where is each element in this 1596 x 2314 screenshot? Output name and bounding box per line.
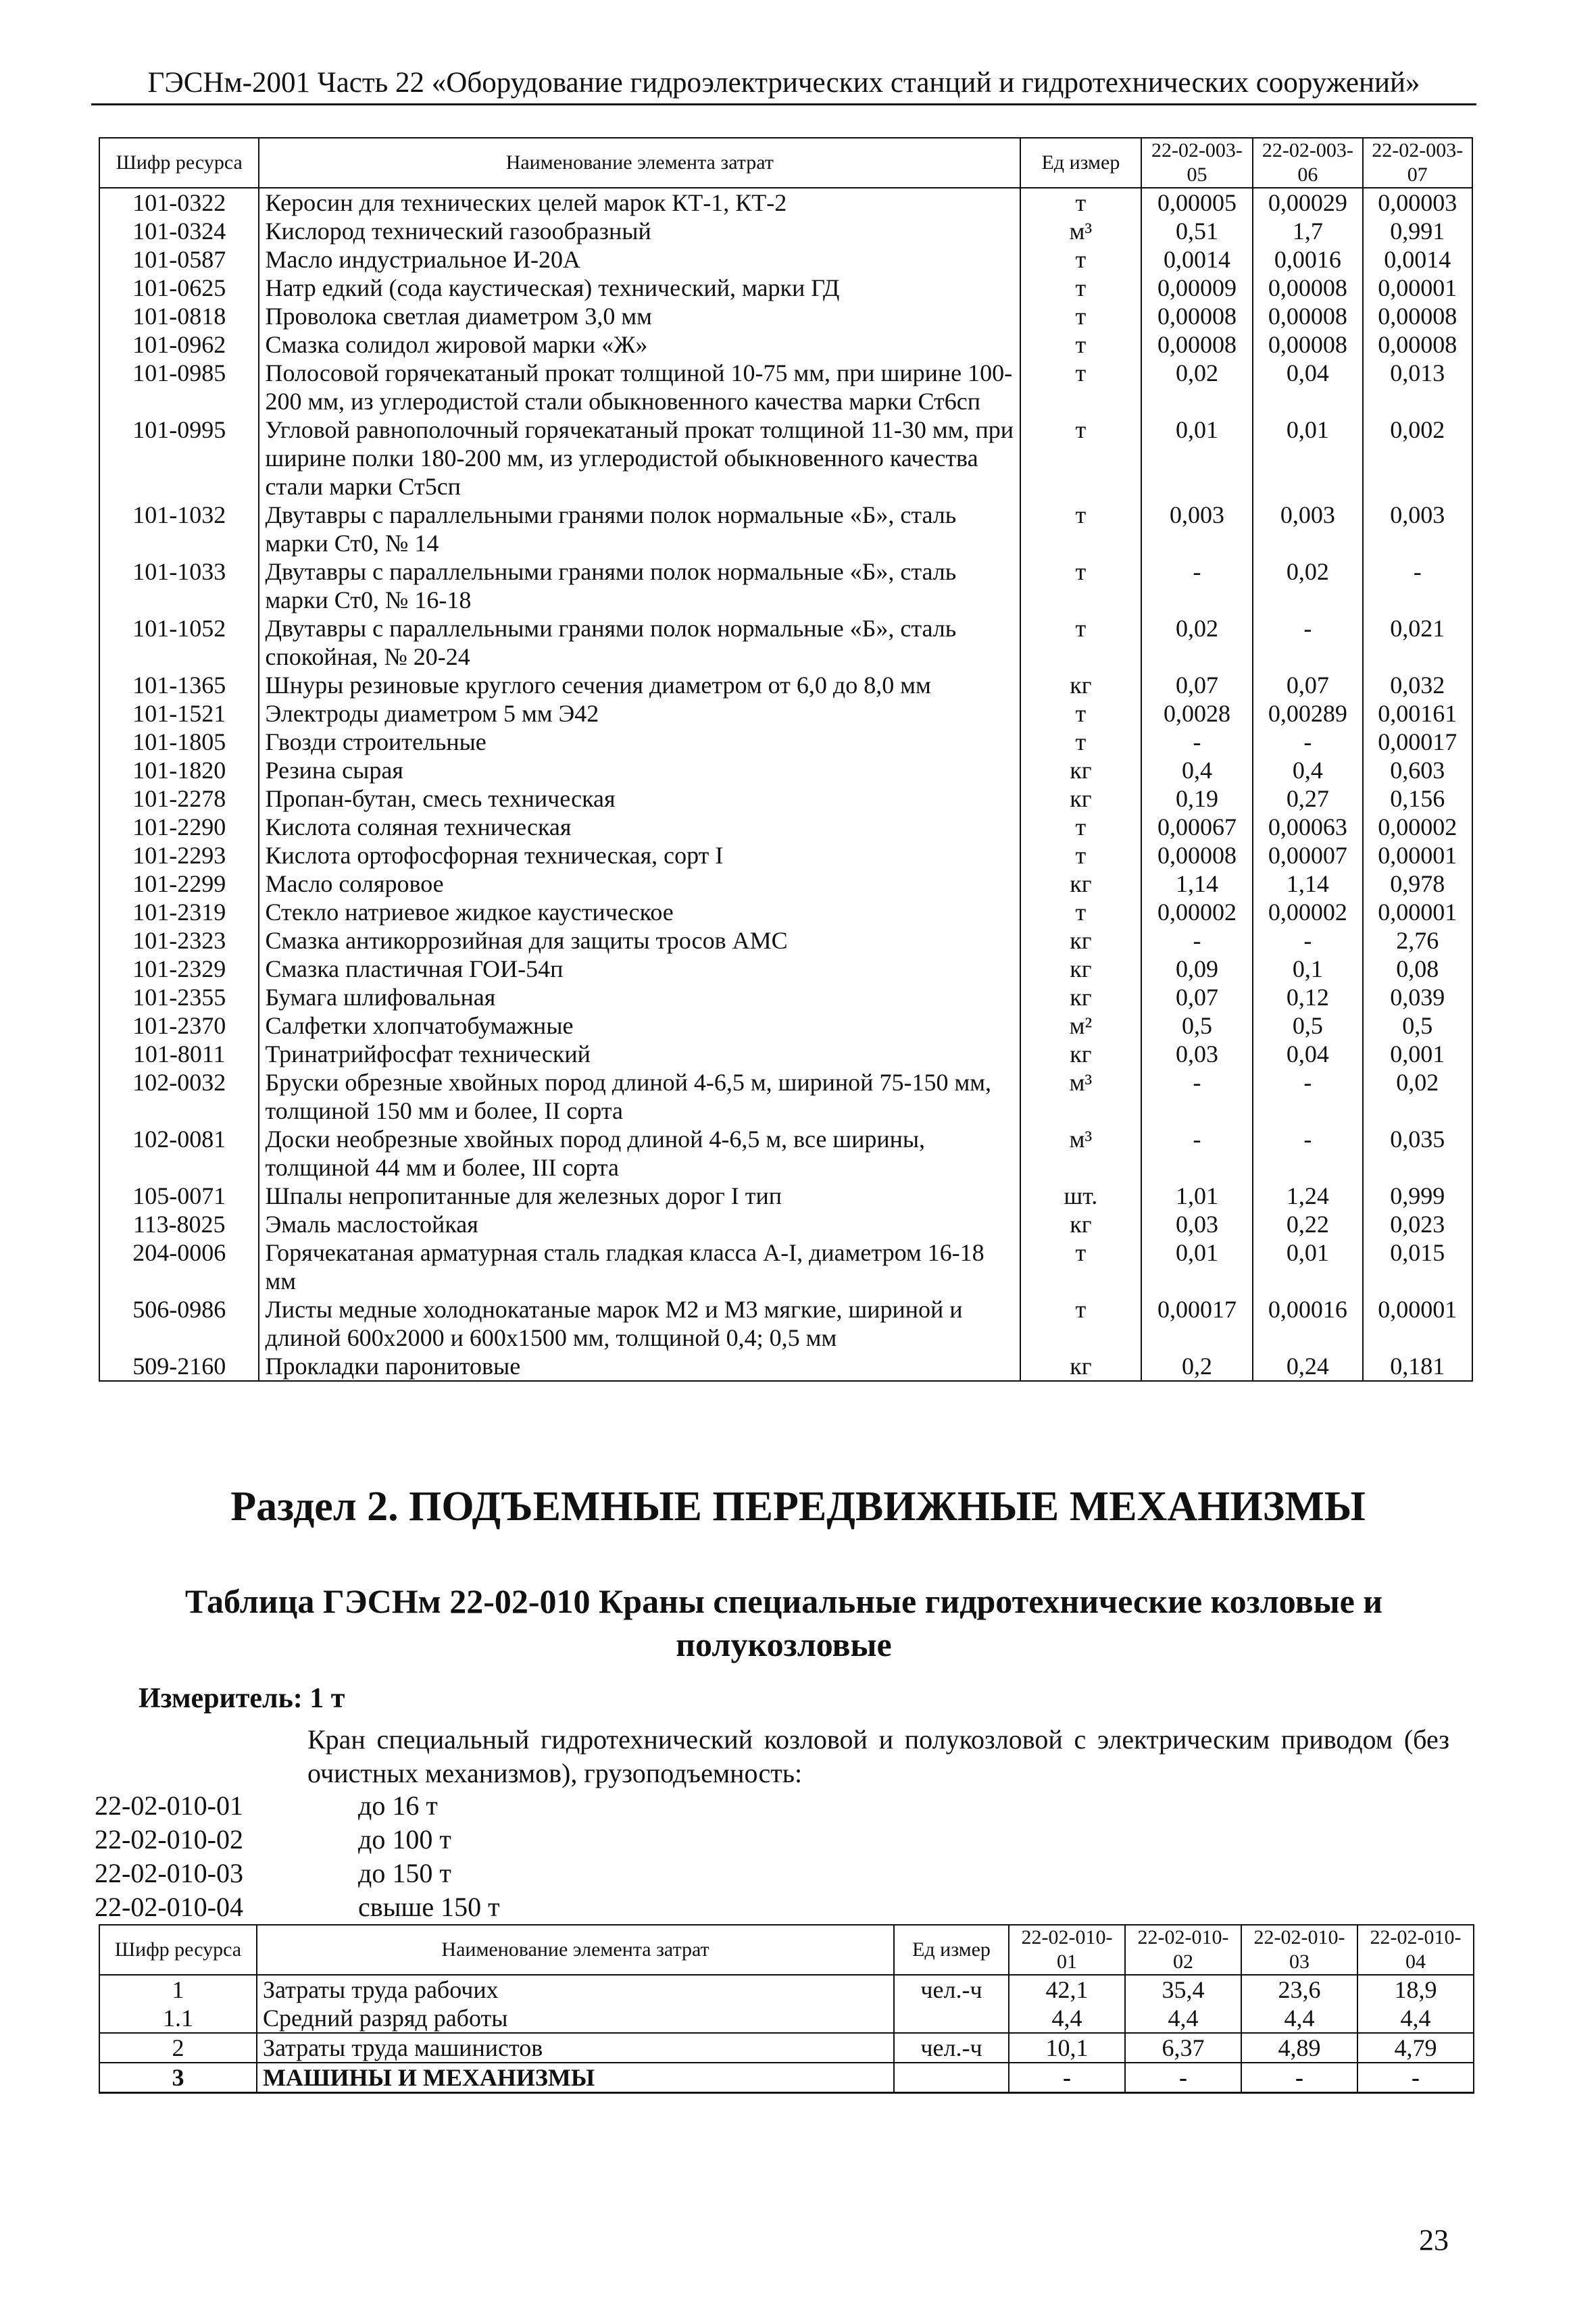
resource-code-cell: 101-1052 <box>99 614 259 671</box>
value-cell: 0,00008 <box>1363 302 1472 330</box>
resource-code-cell: 101-2290 <box>99 813 259 841</box>
resource-name-cell: МАШИНЫ И МЕХАНИЗМЫ <box>257 2063 894 2093</box>
value-cell: 0,0028 <box>1141 699 1253 728</box>
table-row <box>99 1295 1472 1352</box>
value-cell: 0,002 <box>1363 416 1472 501</box>
value-cell: 2,76 <box>1363 926 1472 955</box>
resource-code-cell: 101-0324 <box>99 217 259 245</box>
resource-name-cell: Кислота соляная техническая <box>259 813 1020 841</box>
value-cell: 18,9 <box>1357 1975 1474 2004</box>
value-cell: 0,00009 <box>1141 274 1253 302</box>
value-cell: 0,19 <box>1141 784 1253 813</box>
value-cell: 0,003 <box>1253 501 1362 557</box>
value-cell: 1,14 <box>1141 870 1253 898</box>
resource-name-cell: Пропан-бутан, смесь техническая <box>259 784 1020 813</box>
value-cell: 0,00017 <box>1363 728 1472 756</box>
unit-cell: т <box>1020 1238 1141 1295</box>
value-cell: 42,1 <box>1009 1975 1125 2004</box>
resource-code-cell: 101-1805 <box>99 728 259 756</box>
resource-code-cell: 3 <box>99 2063 257 2093</box>
resource-name-cell: Двутавры с параллельными гранями полок нормальные «Б», сталь марки Ст0, № 14 <box>259 501 1020 557</box>
unit-cell: кг <box>1020 926 1141 955</box>
value-cell: 4,4 <box>1241 2004 1357 2033</box>
resource-name-cell: Электроды диаметром 5 мм Э42 <box>259 699 1020 728</box>
value-cell: 0,00007 <box>1253 841 1362 870</box>
value-cell: 0,22 <box>1253 1210 1362 1238</box>
value-cell: 1,14 <box>1253 870 1362 898</box>
resource-code-cell: 101-0587 <box>99 245 259 274</box>
resource-code-cell: 101-1032 <box>99 501 259 557</box>
resource-name-cell: Бумага шлифовальная <box>259 983 1020 1011</box>
resource-name-cell: Полосовой горячекатаный прокат толщиной 10-75 мм, при ширине 100-200 мм, из углеродистой стали обыкновенного качества марки Ст6сп <box>259 359 1020 416</box>
unit-cell: т <box>1020 359 1141 416</box>
value-cell: 0,999 <box>1363 1182 1472 1210</box>
value-cell: 0,00016 <box>1253 1295 1362 1352</box>
value-cell: 0,4 <box>1141 756 1253 784</box>
table-row <box>99 1238 1472 1295</box>
variants-list <box>95 1789 500 1924</box>
column-header: 22-02-003-07 <box>1363 138 1472 188</box>
value-cell: 0,5 <box>1253 1011 1362 1040</box>
table-row <box>99 813 1472 841</box>
value-cell: 0,00001 <box>1363 898 1472 926</box>
resource-code-cell: 101-1365 <box>99 671 259 699</box>
table-row <box>99 1975 1474 2004</box>
unit-cell: м³ <box>1020 1068 1141 1125</box>
unit-cell: т <box>1020 557 1141 614</box>
value-cell: 0,4 <box>1253 756 1362 784</box>
resource-name-cell: Листы медные холоднокатаные марок М2 и М3 мягкие, шириной и длиной 600х2000 и 600х1500 мм, толщиной 0,4; 0,5 мм <box>259 1295 1020 1352</box>
resource-code-cell: 101-2329 <box>99 955 259 983</box>
resource-code-cell: 101-1521 <box>99 699 259 728</box>
table-row <box>99 1352 1472 1381</box>
table-row <box>99 1011 1472 1040</box>
value-cell: 0,003 <box>1363 501 1472 557</box>
unit-cell: т <box>1020 416 1141 501</box>
resource-name-cell: Кислород технический газообразный <box>259 217 1020 245</box>
resource-code-cell: 102-0081 <box>99 1125 259 1182</box>
unit-cell: кг <box>1020 955 1141 983</box>
resource-name-cell: Резина сырая <box>259 756 1020 784</box>
table-row <box>99 699 1472 728</box>
value-cell: 0,032 <box>1363 671 1472 699</box>
value-cell: 4,89 <box>1241 2033 1357 2063</box>
unit-cell: т <box>1020 813 1141 841</box>
table-row <box>99 302 1472 330</box>
unit-cell: т <box>1020 614 1141 671</box>
unit-cell: кг <box>1020 1210 1141 1238</box>
variant-item <box>95 1823 500 1857</box>
unit-cell: кг <box>1020 671 1141 699</box>
value-cell: 0,00002 <box>1253 898 1362 926</box>
value-cell: - <box>1253 926 1362 955</box>
value-cell: 1,24 <box>1253 1182 1362 1210</box>
resource-code-cell: 1 <box>99 1975 257 2004</box>
value-cell: 0,156 <box>1363 784 1472 813</box>
value-cell: 35,4 <box>1125 1975 1241 2004</box>
value-cell: 0,12 <box>1253 983 1362 1011</box>
resource-code-cell: 2 <box>99 2033 257 2063</box>
table-row <box>99 188 1472 217</box>
table-row <box>99 784 1472 813</box>
resource-code-cell: 101-1820 <box>99 756 259 784</box>
resource-name-cell: Кислота ортофосфорная техническая, сорт I <box>259 841 1020 870</box>
value-cell: 0,1 <box>1253 955 1362 983</box>
resource-code-cell: 101-8011 <box>99 1040 259 1068</box>
unit-cell: чел.-ч <box>894 1975 1009 2004</box>
resource-code-cell: 101-1033 <box>99 557 259 614</box>
resource-name-cell: Шнуры резиновые круглого сечения диаметром от 6,0 до 8,0 мм <box>259 671 1020 699</box>
value-cell: 0,035 <box>1363 1125 1472 1182</box>
table-row <box>99 926 1472 955</box>
value-cell: - <box>1141 926 1253 955</box>
value-cell: 4,4 <box>1125 2004 1241 2033</box>
resource-code-cell: 101-2319 <box>99 898 259 926</box>
resource-name-cell: Проволока светлая диаметром 3,0 мм <box>259 302 1020 330</box>
resource-code-cell: 101-2299 <box>99 870 259 898</box>
value-cell: 0,023 <box>1363 1210 1472 1238</box>
value-cell: 0,02 <box>1363 1068 1472 1125</box>
value-cell: 0,00063 <box>1253 813 1362 841</box>
value-cell: 0,00008 <box>1363 330 1472 359</box>
resource-name-cell: Шпалы непропитанные для железных дорог I тип <box>259 1182 1020 1210</box>
unit-cell: м² <box>1020 1011 1141 1040</box>
value-cell: - <box>1253 1125 1362 1182</box>
column-header: 22-02-010-03 <box>1241 1925 1357 1975</box>
column-header: Наименование элемента затрат <box>259 138 1020 188</box>
unit-cell <box>894 2004 1009 2033</box>
unit-cell: т <box>1020 1295 1141 1352</box>
resource-name-cell: Гвозди строительные <box>259 728 1020 756</box>
table-row <box>99 245 1472 274</box>
variant-item <box>95 1857 500 1890</box>
variant-code: 22-02-010-01 <box>95 1790 243 1821</box>
value-cell: 0,00017 <box>1141 1295 1253 1352</box>
unit-cell: кг <box>1020 983 1141 1011</box>
table-row <box>99 841 1472 870</box>
column-header: 22-02-003-06 <box>1253 138 1362 188</box>
value-cell: 23,6 <box>1241 1975 1357 2004</box>
resource-code-cell: 204-0006 <box>99 1238 259 1295</box>
value-cell: 0,021 <box>1363 614 1472 671</box>
table-row <box>99 501 1472 557</box>
resource-name-cell: Прокладки паронитовые <box>259 1352 1020 1381</box>
resource-name-cell: Затраты труда машинистов <box>257 2033 894 2063</box>
table-row <box>99 359 1472 416</box>
unit-cell: кг <box>1020 1040 1141 1068</box>
table-row <box>99 955 1472 983</box>
variant-code: 22-02-010-02 <box>95 1824 243 1855</box>
column-header: Шифр ресурса <box>99 138 259 188</box>
resource-name-cell: Масло соляровое <box>259 870 1020 898</box>
column-header: Ед измер <box>1020 138 1141 188</box>
unit-cell: т <box>1020 841 1141 870</box>
value-cell: 0,07 <box>1253 671 1362 699</box>
value-cell: 0,00161 <box>1363 699 1472 728</box>
variant-code: 22-02-010-04 <box>95 1892 243 1922</box>
resource-name-cell: Горячекатаная арматурная сталь гладкая класса А-I, диаметром 16-18 мм <box>259 1238 1020 1295</box>
value-cell: 1,01 <box>1141 1182 1253 1210</box>
value-cell: 0,03 <box>1141 1210 1253 1238</box>
value-cell: 0,0014 <box>1141 245 1253 274</box>
table-row <box>99 2063 1474 2093</box>
section-title: Раздел 2. ПОДЪЕМНЫЕ ПЕРЕДВИЖНЫЕ МЕХАНИЗМЫ <box>230 1484 1366 1530</box>
resource-code-cell: 101-0818 <box>99 302 259 330</box>
resource-code-cell: 101-2355 <box>99 983 259 1011</box>
value-cell: - <box>1357 2063 1474 2093</box>
table-row <box>99 2004 1474 2033</box>
value-cell: 0,24 <box>1253 1352 1362 1381</box>
value-cell: - <box>1125 2063 1241 2093</box>
resource-name-cell: Масло индустриальное И-20А <box>259 245 1020 274</box>
resource-code-cell: 509-2160 <box>99 1352 259 1381</box>
variant-code: 22-02-010-03 <box>95 1858 243 1888</box>
unit-cell: шт. <box>1020 1182 1141 1210</box>
value-cell: 0,02 <box>1141 359 1253 416</box>
value-cell: - <box>1253 1068 1362 1125</box>
value-cell: 0,603 <box>1363 756 1472 784</box>
resource-code-cell: 101-0625 <box>99 274 259 302</box>
value-cell: 10,1 <box>1009 2033 1125 2063</box>
unit-cell: чел.-ч <box>894 2033 1009 2063</box>
column-header: Наименование элемента затрат <box>257 1925 894 1975</box>
unit-cell: т <box>1020 728 1141 756</box>
unit-cell: т <box>1020 274 1141 302</box>
resource-name-cell: Эмаль маслостойкая <box>259 1210 1020 1238</box>
value-cell: 0,00008 <box>1253 330 1362 359</box>
unit-cell: т <box>1020 188 1141 217</box>
variant-text: до 150 т <box>358 1858 451 1888</box>
page-number: 23 <box>1419 2223 1449 2257</box>
unit-cell: кг <box>1020 870 1141 898</box>
resource-name-cell: Затраты труда рабочих <box>257 1975 894 2004</box>
resource-name-cell: Смазка пластичная ГОИ-54п <box>259 955 1020 983</box>
table-row <box>99 756 1472 784</box>
value-cell: - <box>1141 557 1253 614</box>
resource-code-cell: 101-0962 <box>99 330 259 359</box>
value-cell: 0,00005 <box>1141 188 1253 217</box>
resource-name-cell: Тринатрийфосфат технический <box>259 1040 1020 1068</box>
value-cell: 0,01 <box>1141 416 1253 501</box>
variant-text: до 16 т <box>358 1790 438 1821</box>
resource-name-cell: Угловой равнополочный горячекатаный прокат толщиной 11-30 мм, при ширине полки 180-200 мм, из углеродистой обыкновенного качества стали марки Ст5сп <box>259 416 1020 501</box>
value-cell: 0,03 <box>1141 1040 1253 1068</box>
value-cell: 0,00002 <box>1141 898 1253 926</box>
unit-cell: т <box>1020 898 1141 926</box>
value-cell: 0,04 <box>1253 359 1362 416</box>
resource-name-cell: Доски необрезные хвойных пород длиной 4-6,5 м, все ширины, толщиной 44 мм и более, III сорта <box>259 1125 1020 1182</box>
value-cell: 0,01 <box>1253 1238 1362 1295</box>
variant-text: до 100 т <box>358 1824 451 1855</box>
resource-code-cell: 101-2278 <box>99 784 259 813</box>
unit-cell: м³ <box>1020 1125 1141 1182</box>
value-cell: 0,09 <box>1141 955 1253 983</box>
resource-name-cell: Керосин для технических целей марок КТ-1, КТ-2 <box>259 188 1020 217</box>
value-cell: - <box>1141 1068 1253 1125</box>
unit-cell: т <box>1020 501 1141 557</box>
value-cell: 0,08 <box>1363 955 1472 983</box>
value-cell: 0,00003 <box>1363 188 1472 217</box>
resource-code-cell: 1.1 <box>99 2004 257 2033</box>
value-cell: 0,00001 <box>1363 1295 1472 1352</box>
meter-value: 1 т <box>309 1683 345 1714</box>
unit-cell: т <box>1020 330 1141 359</box>
value-cell: 0,003 <box>1141 501 1253 557</box>
column-header: 22-02-010-01 <box>1009 1925 1125 1975</box>
value-cell: 0,015 <box>1363 1238 1472 1295</box>
value-cell: - <box>1253 728 1362 756</box>
unit-cell: т <box>1020 699 1141 728</box>
value-cell: - <box>1241 2063 1357 2093</box>
value-cell: 0,00289 <box>1253 699 1362 728</box>
resource-name-cell: Стекло натриевое жидкое каустическое <box>259 898 1020 926</box>
value-cell: 0,00008 <box>1141 841 1253 870</box>
resource-name-cell: Смазка солидол жировой марки «Ж» <box>259 330 1020 359</box>
unit-cell: т <box>1020 245 1141 274</box>
resource-name-cell: Бруски обрезные хвойных пород длиной 4-6,5 м, шириной 75-150 мм, толщиной 150 мм и более, II сорта <box>259 1068 1020 1125</box>
resource-name-cell: Салфетки хлопчатобумажные <box>259 1011 1020 1040</box>
value-cell: 0,00008 <box>1141 330 1253 359</box>
table-description: Кран специальный гидротехнический козловой и полукозловой с электрическим приводом (без очистных механизмов), грузоподъемность: <box>307 1724 1449 1788</box>
table-row <box>99 2033 1474 2063</box>
variant-text: свыше 150 т <box>358 1892 500 1922</box>
table-header-row <box>99 138 1472 188</box>
column-header: Ед измер <box>894 1925 1009 1975</box>
value-cell: 0,27 <box>1253 784 1362 813</box>
variant-item <box>95 1789 500 1823</box>
value-cell: 0,07 <box>1141 671 1253 699</box>
value-cell: 0,0014 <box>1363 245 1472 274</box>
value-cell: 0,00067 <box>1141 813 1253 841</box>
value-cell: 0,0016 <box>1253 245 1362 274</box>
table-header-row <box>99 1925 1474 1975</box>
value-cell: 0,00001 <box>1363 841 1472 870</box>
value-cell: - <box>1363 557 1472 614</box>
table-row <box>99 1125 1472 1182</box>
resource-name-cell: Натр едкий (сода каустическая) технический, марки ГД <box>259 274 1020 302</box>
value-cell: 0,07 <box>1141 983 1253 1011</box>
meter-label: Измеритель: <box>139 1683 303 1714</box>
value-cell: 0,5 <box>1363 1011 1472 1040</box>
value-cell: 0,02 <box>1141 614 1253 671</box>
column-header: 22-02-010-04 <box>1357 1925 1474 1975</box>
value-cell: 0,01 <box>1141 1238 1253 1295</box>
table-row <box>99 898 1472 926</box>
table-row <box>99 614 1472 671</box>
value-cell: 1,7 <box>1253 217 1362 245</box>
resources-table-2 <box>99 1924 1474 2094</box>
value-cell: 0,013 <box>1363 359 1472 416</box>
table-body <box>99 188 1472 1381</box>
resource-code-cell: 101-0322 <box>99 188 259 217</box>
unit-cell: т <box>1020 302 1141 330</box>
value-cell: - <box>1009 2063 1125 2093</box>
value-cell: 0,00008 <box>1253 274 1362 302</box>
value-cell: 4,4 <box>1009 2004 1125 2033</box>
page-header: ГЭСНм-2001 Часть 22 «Оборудование гидроэлектрических станций и гидротехнических сооружений» <box>91 66 1476 105</box>
resource-code-cell: 101-0985 <box>99 359 259 416</box>
value-cell: 0,02 <box>1253 557 1362 614</box>
table-row <box>99 870 1472 898</box>
value-cell: 0,00001 <box>1363 274 1472 302</box>
unit-cell: кг <box>1020 784 1141 813</box>
value-cell: 0,00029 <box>1253 188 1362 217</box>
column-header: 22-02-003-05 <box>1141 138 1253 188</box>
value-cell: 0,991 <box>1363 217 1472 245</box>
resource-name-cell: Двутавры с параллельными гранями полок нормальные «Б», сталь марки Ст0, № 16-18 <box>259 557 1020 614</box>
value-cell: - <box>1141 1125 1253 1182</box>
value-cell: 6,37 <box>1125 2033 1241 2063</box>
resource-code-cell: 101-2323 <box>99 926 259 955</box>
table-title: Таблица ГЭСНм 22-02-010 Краны специальные гидротехнические козловые и полукозловые <box>184 1582 1383 1663</box>
column-header: Шифр ресурса <box>99 1925 257 1975</box>
resource-code-cell: 102-0032 <box>99 1068 259 1125</box>
value-cell: 0,01 <box>1253 416 1362 501</box>
value-cell: 0,00008 <box>1141 302 1253 330</box>
value-cell: 0,51 <box>1141 217 1253 245</box>
value-cell: 0,00008 <box>1253 302 1362 330</box>
resource-code-cell: 113-8025 <box>99 1210 259 1238</box>
value-cell: 4,4 <box>1357 2004 1474 2033</box>
unit-cell: м³ <box>1020 217 1141 245</box>
table-row <box>99 1210 1472 1238</box>
table-row <box>99 416 1472 501</box>
table-row <box>99 1068 1472 1125</box>
resource-name-cell: Смазка антикоррозийная для защиты тросов АМС <box>259 926 1020 955</box>
table-row <box>99 557 1472 614</box>
value-cell: 4,79 <box>1357 2033 1474 2063</box>
value-cell: 0,039 <box>1363 983 1472 1011</box>
table-row <box>99 330 1472 359</box>
table-row <box>99 983 1472 1011</box>
unit-cell <box>894 2063 1009 2093</box>
value-cell: - <box>1253 614 1362 671</box>
value-cell: 0,2 <box>1141 1352 1253 1381</box>
value-cell: 0,00002 <box>1363 813 1472 841</box>
unit-cell: кг <box>1020 756 1141 784</box>
value-cell: 0,001 <box>1363 1040 1472 1068</box>
value-cell: - <box>1141 728 1253 756</box>
table-row <box>99 1182 1472 1210</box>
resources-table-1 <box>99 137 1473 1382</box>
resource-code-cell: 101-2370 <box>99 1011 259 1040</box>
resource-code-cell: 101-0995 <box>99 416 259 501</box>
meter <box>139 1682 345 1715</box>
value-cell: 0,5 <box>1141 1011 1253 1040</box>
unit-cell: кг <box>1020 1352 1141 1381</box>
value-cell: 0,978 <box>1363 870 1472 898</box>
value-cell: 0,04 <box>1253 1040 1362 1068</box>
resource-code-cell: 105-0071 <box>99 1182 259 1210</box>
resource-name-cell: Двутавры с параллельными гранями полок нормальные «Б», сталь спокойная, № 20-24 <box>259 614 1020 671</box>
resource-name-cell: Средний разряд работы <box>257 2004 894 2033</box>
resource-code-cell: 101-2293 <box>99 841 259 870</box>
table-row <box>99 671 1472 699</box>
table-body <box>99 1975 1474 2093</box>
table-row <box>99 1040 1472 1068</box>
resource-code-cell: 506-0986 <box>99 1295 259 1352</box>
value-cell: 0,181 <box>1363 1352 1472 1381</box>
column-header: 22-02-010-02 <box>1125 1925 1241 1975</box>
table-row <box>99 217 1472 245</box>
variant-item <box>95 1890 500 1924</box>
table-row <box>99 728 1472 756</box>
table-row <box>99 274 1472 302</box>
